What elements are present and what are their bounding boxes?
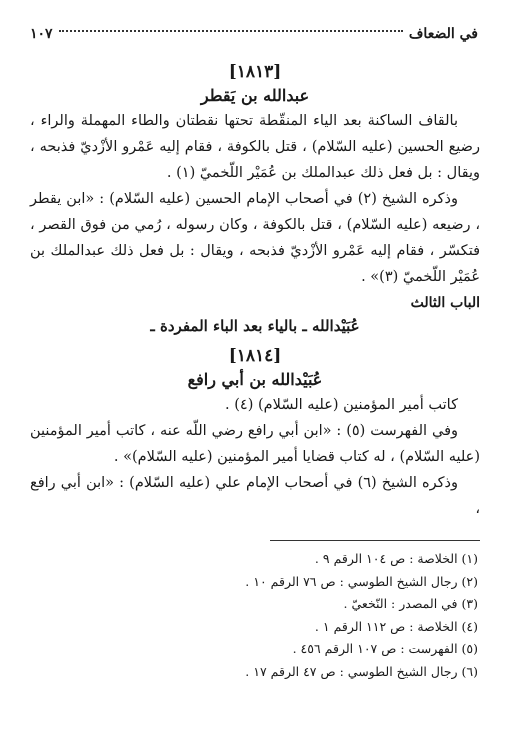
- entry-number: [١٨١٣]: [228, 62, 282, 82]
- footnote: (١) الخلاصة : ص ١٠٤ الرقم ٩ .: [314, 551, 478, 566]
- page-header: [30, 24, 478, 44]
- page-number: ١٠٧: [30, 26, 53, 42]
- entry-title: عبدالله بن يَقطر: [200, 86, 310, 105]
- footnote: (٦) رجال الشيخ الطوسي : ص ٤٧ الرقم ١٧ .: [245, 663, 478, 679]
- chapter-subtitle: عُبَيْدالله ـ بالياء بعد الباء المفردة ـ: [150, 317, 360, 335]
- running-title: في الضعاف: [408, 26, 478, 42]
- footnote: (٤) الخلاصة : ص ١١٢ الرقم ١ .: [314, 618, 478, 634]
- entry-paragraph: وذكره الشيخ (٦) في أصحاب الإمام علي (عليه السّلام) : «ابن أبي رافع ،: [30, 475, 480, 517]
- footnote: (٣) في المصدر : النّخعيّ .: [343, 596, 478, 611]
- entry-paragraph: وذكره الشيخ (٢) في أصحاب الإمام الحسين (عليه السّلام) : «ابن يقطر ، رضيعه (عليه السّلام) ، قتل بالكوفة ، وكان رسوله ، رُمي من فوق القصر ، فتكسّر ، فقام إليه عَمْرو الأزْديّ فذبحه ، ويقال : بل فعل ذلك عبدالملك بن عُمَيْر اللّخميّ (٣)» .: [30, 191, 480, 285]
- entry-number: [١٨١٤]: [228, 346, 282, 366]
- footnotes: [30, 548, 478, 683]
- chapter-title: الباب الثالث: [410, 295, 480, 311]
- entry-paragraph: بالقاف الساكنة بعد الياء المنقّطة تحتها نقطتان والطاء المهملة والراء ، رضيع الحسين (عليه السّلام) ، قتل بالكوفة ، فقام إليه عَمْرو الأزْديّ فذبحه ، ويقال : بل فعل ذلك عبدالملك بن عُمَيْر اللّخميّ (١) .: [30, 113, 480, 181]
- header-leader-dots: [59, 30, 403, 32]
- entry-paragraph: وفي الفهرست (٥) : «ابن أبي رافع رضي اللّه عنه ، كاتب أمير المؤمنين (عليه السّلام) ، له كتاب قضايا أمير المؤمنين (عليه السّلام)» .: [30, 423, 480, 465]
- entry-paragraph: كاتب أمير المؤمنين (عليه السّلام) (٤) .: [225, 397, 458, 413]
- main-text: [30, 54, 480, 522]
- entry-title: عُبَيْدالله بن أبي رافع: [187, 370, 323, 389]
- footnote-divider: [270, 540, 480, 541]
- footnote: (٥) الفهرست : ص ١٠٧ الرقم ٤٥٦ .: [292, 641, 478, 656]
- footnote: (٢) رجال الشيخ الطوسي : ص ٧٦ الرقم ١٠ .: [245, 573, 478, 589]
